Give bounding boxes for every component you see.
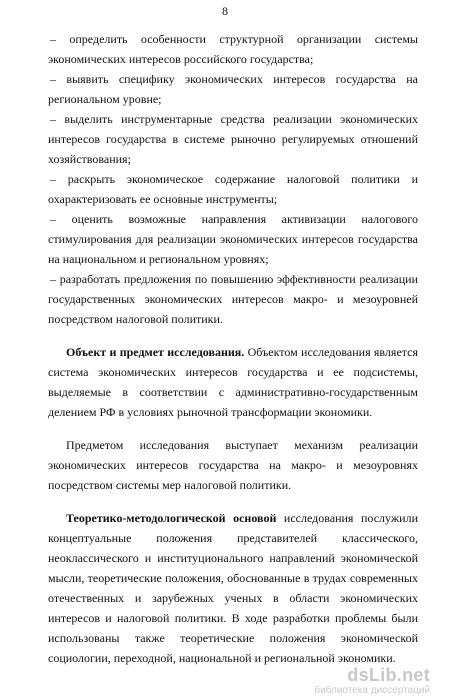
object-heading: Объект и предмет исследования. bbox=[66, 345, 245, 359]
document-body bbox=[48, 29, 418, 668]
watermark-caption: библиотека диссертаций bbox=[314, 685, 430, 696]
object-text: Объектом исследования является система экономических интересов государства и ее подсистемы, выделяемые в соответствии с административно-государственным делением РФ в условиях рыночной трансформации экономики. bbox=[48, 345, 419, 419]
basis-paragraph bbox=[48, 508, 418, 668]
list-item: – оценить возможные направления активизации налогового стимулирования для реализации экономических интересов государства на национальном и региональном уровнях; bbox=[48, 212, 418, 266]
list-item: – выделить инструментарные средства реализации экономических интересов государства в системе рыночно регулируемых отношений хозяйствования; bbox=[48, 112, 418, 166]
subject-paragraph: Предметом исследования выступает механизм реализации экономических интересов государства на макро- и мезоуровнях посредством системы мер налоговой политики. bbox=[48, 438, 418, 492]
watermark-logo: dsLib.net bbox=[347, 665, 430, 685]
watermark bbox=[305, 665, 430, 698]
list-item: – определить особенности структурной организации системы экономических интересов российского государства; bbox=[48, 32, 418, 66]
list-item: – выявить специфику экономических интересов государства на региональном уровне; bbox=[48, 72, 418, 106]
object-paragraph bbox=[48, 342, 418, 422]
list-item: – разработать предложения по повышению эффективности реализации государственных экономических интересов макро- и мезоуровней посредством налоговой политики. bbox=[48, 272, 418, 326]
basis-heading: Теоретико-методологической основой bbox=[66, 511, 277, 525]
page-number: 8 bbox=[222, 4, 228, 18]
basis-text: исследования послужили концептуальные положения представителей классического, неоклассического и институционального направлений экономической мысли, теоретические положения, обоснованные в трудах современных отечественных и зарубежных ученых в области экономических интересов и налоговой политики. В ходе разработки проблемы были использованы также теоретические положения экономической социологии, переходной, национальной и региональной экономики. bbox=[48, 511, 418, 665]
list-item: – раскрыть экономическое содержание налоговой политики и охарактеризовать ее основные инструменты; bbox=[48, 172, 418, 206]
